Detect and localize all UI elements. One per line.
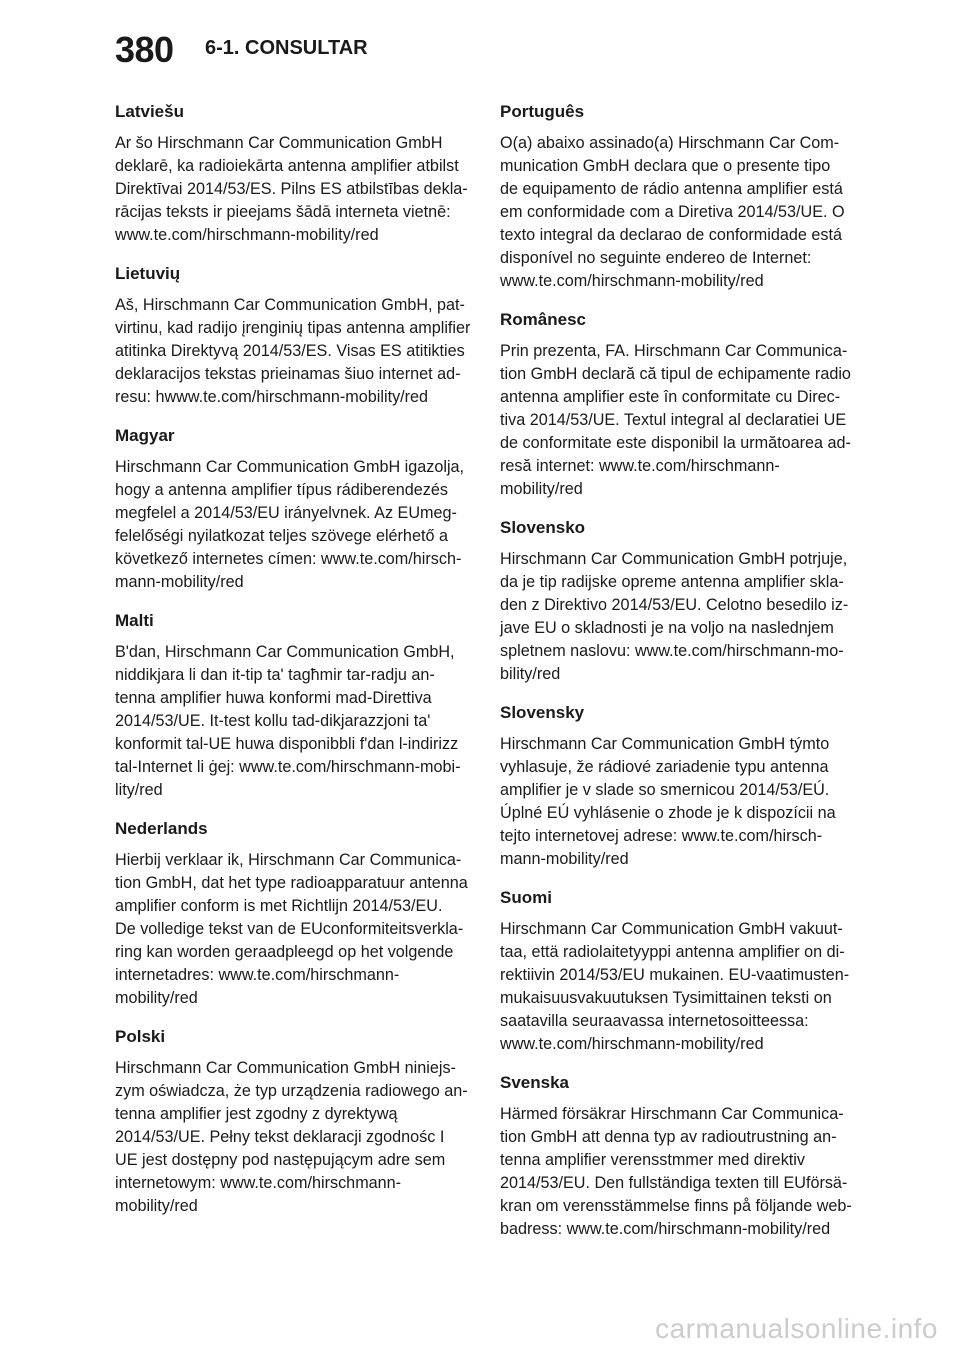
language-heading: Suomi: [500, 888, 552, 907]
text-line: De volledige tekst van de EUconformiteitsverkla-: [115, 920, 464, 938]
text-line: spletnem naslovu: www.te.com/hirschmann-mo-: [500, 642, 844, 660]
text-line: de equipamento de rádio antenna amplifier está: [500, 180, 843, 198]
text-line: Ar šo Hirschmann Car Communication GmbH: [115, 134, 443, 152]
text-line: mann-mobility/red: [500, 850, 629, 868]
text-line: texto integral da declarao de conformidade está: [500, 226, 842, 244]
text-line: www.te.com/hirschmann-mobility/red: [500, 272, 764, 290]
right-column: [500, 100, 850, 1256]
text-line: em conformidade com a Diretiva 2014/53/UE. O: [500, 203, 845, 221]
language-heading: Românesc: [500, 310, 586, 329]
declaration-block: [115, 424, 465, 594]
text-line: resu: hwww.te.com/hirschmann-mobility/red: [115, 388, 429, 406]
page-number: 380: [115, 29, 174, 70]
text-line: deklarē, ka radioiekārta antenna amplifier atbilst: [115, 157, 459, 175]
text-line: konformit tal-UE huwa disponibbli f'dan l-indirizz: [115, 735, 459, 753]
text-line: rācijas teksts ir pieejams šādā interneta vietnē:: [115, 203, 451, 221]
text-line: tenna amplifier huwa konformi mad-Direttiva: [115, 689, 432, 707]
declaration-block: [500, 308, 850, 501]
text-line: mobility/red: [115, 1197, 198, 1215]
declaration-block: [500, 1071, 850, 1241]
text-line: atitinka Direktyvą 2014/53/ES. Visas ES atitikties: [115, 342, 465, 360]
text-line: hogy a antenna amplifier típus rádiberendezés: [115, 481, 448, 499]
text-line: rektiivin 2014/53/EU mukainen. EU-vaatimusten-: [500, 966, 850, 984]
language-heading: Magyar: [115, 426, 175, 445]
left-column: [115, 100, 471, 1233]
text-line: Hirschmann Car Communication GmbH potrjuje,: [500, 550, 848, 568]
language-heading: Nederlands: [115, 819, 208, 838]
text-line: Prin prezenta, FA. Hirschmann Car Communica-: [500, 342, 848, 360]
text-line: ring kan worden geraadpleegd op het volgende: [115, 943, 454, 961]
language-heading: Malti: [115, 611, 154, 630]
text-line: www.te.com/hirschmann-mobility/red: [115, 226, 379, 244]
text-line: lity/red: [115, 781, 163, 799]
text-line: Härmed försäkrar Hirschmann Car Communica-: [500, 1105, 844, 1123]
declaration-text: [115, 456, 465, 594]
language-heading: Slovensky: [500, 703, 585, 722]
text-line: kran om verensstämmelse finns på följande web-: [500, 1197, 852, 1215]
text-line: internetowym: www.te.com/hirschmann-: [115, 1174, 402, 1192]
text-line: tenna amplifier jest zgodny z dyrektywą: [115, 1105, 398, 1123]
text-line: Hirschmann Car Communication GmbH týmto: [500, 735, 830, 753]
text-line: zym oświadcza, że typ urządzenia radiowego an-: [115, 1082, 468, 1100]
language-heading: Latviešu: [115, 102, 184, 121]
text-line: mobility/red: [500, 480, 583, 498]
text-line: da je tip radijske opreme antenna amplifier skla-: [500, 573, 844, 591]
text-line: den z Direktivo 2014/53/EU. Celotno besedilo iz-: [500, 596, 849, 614]
section-title: 6-1. CONSULTAR: [205, 37, 368, 59]
text-line: Direktīvai 2014/53/ES. Pilns ES atbilstības dekla-: [115, 180, 468, 198]
declaration-text: [115, 1057, 468, 1218]
text-line: mobility/red: [115, 989, 198, 1007]
page-header: [0, 0, 960, 70]
declaration-block: [500, 100, 850, 293]
text-line: vyhlasuje, že rádiové zariadenie typu antenna: [500, 758, 829, 776]
declaration-block: [115, 100, 468, 247]
declaration-text: [115, 132, 468, 247]
text-line: tenna amplifier verensstmmer med direktiv: [500, 1151, 805, 1169]
declaration-text: [500, 340, 850, 501]
text-line: internetadres: www.te.com/hirschmann-: [115, 966, 400, 984]
text-line: bility/red: [500, 665, 561, 683]
declaration-block: [500, 701, 850, 871]
declaration-text: [500, 548, 850, 686]
text-line: de conformitate este disponibil la următoarea ad-: [500, 434, 851, 452]
language-heading: Svenska: [500, 1073, 569, 1092]
text-line: niddikjara li dan it-tip ta' tagħmir tar-radju an-: [115, 666, 435, 684]
language-heading: Slovensko: [500, 518, 586, 537]
text-line: következő internetes címen: www.te.com/hirsch-: [115, 550, 462, 568]
text-line: disponível no seguinte endereo de Internet:: [500, 249, 812, 267]
text-line: O(a) abaixo assinado(a) Hirschmann Car Com-: [500, 134, 840, 152]
text-line: felelőségi nyilatkozat teljes szövege elérhető a: [115, 527, 448, 545]
text-line: Aš, Hirschmann Car Communication GmbH, pat-: [115, 296, 465, 314]
declaration-block: [115, 609, 465, 802]
text-line: tal-Internet li ġej: www.te.com/hirschmann-mobi-: [115, 758, 461, 776]
text-line: antenna amplifier este în conformitate cu Direc-: [500, 388, 841, 406]
declaration-text: [500, 1103, 850, 1241]
text-line: tion GmbH, dat het type radioapparatuur antenna: [115, 874, 468, 892]
text-line: tion GmbH att denna typ av radioutrustning an-: [500, 1128, 837, 1146]
language-heading: Polski: [115, 1027, 166, 1046]
declaration-block: [115, 817, 468, 1010]
text-line: Hirschmann Car Communication GmbH vakuut-: [500, 920, 843, 938]
text-line: taa, että radiolaitetyyppi antenna amplifier on di-: [500, 943, 845, 961]
text-line: munication GmbH declara que o presente tipo: [500, 157, 831, 175]
text-line: tion GmbH declară că tipul de echipamente radio: [500, 365, 851, 383]
text-line: B'dan, Hirschmann Car Communication GmbH,: [115, 643, 455, 661]
declaration-text: [115, 641, 465, 802]
text-line: Hirschmann Car Communication GmbH niniejs-: [115, 1059, 456, 1077]
text-line: amplifier je v slade so smernicou 2014/53/EÚ.: [500, 781, 830, 799]
text-line: www.te.com/hirschmann-mobility/red: [500, 1035, 764, 1053]
text-line: UE jest dostępny pod następującym adre sem: [115, 1151, 446, 1169]
declaration-text: [500, 132, 850, 293]
text-line: tiva 2014/53/UE. Textul integral al declaratiei UE: [500, 411, 847, 429]
text-line: saatavilla seuraavassa internetosoitteessa:: [500, 1012, 809, 1030]
text-line: megfelel a 2014/53/EU irányelvnek. Az EUmeg-: [115, 504, 457, 522]
text-line: virtinu, kad radijo įrenginių tipas antenna amplifier: [115, 319, 471, 337]
text-line: Hierbij verklaar ik, Hirschmann Car Communica-: [115, 851, 462, 869]
language-heading: Lietuvių: [115, 264, 181, 283]
declaration-block: [115, 1025, 468, 1218]
text-line: jave EU o skladnosti je na voljo na naslednjem: [500, 619, 834, 637]
text-line: mukaisuusvakuutuksen Tysimittainen teksti on: [500, 989, 832, 1007]
declaration-block: [500, 516, 850, 686]
text-line: deklaracijos tekstas prieinamas šiuo internet ad-: [115, 365, 461, 383]
text-line: amplifier conform is met Richtlijn 2014/53/EU.: [115, 897, 443, 915]
declaration-text: [115, 294, 471, 409]
text-line: mann-mobility/red: [115, 573, 244, 591]
declaration-block: [500, 886, 850, 1056]
declaration-block: [115, 262, 471, 409]
declaration-text: [115, 849, 468, 1010]
text-line: resă internet: www.te.com/hirschmann-: [500, 457, 780, 475]
declaration-text: [500, 733, 850, 871]
declaration-text: [500, 918, 850, 1056]
watermark: carmanualsonline.info: [655, 1313, 938, 1344]
text-line: 2014/53/UE. Pełny tekst deklaracji zgodnośc I: [115, 1128, 445, 1146]
text-line: Hirschmann Car Communication GmbH igazolja,: [115, 458, 465, 476]
text-line: tejto internetovej adrese: www.te.com/hirsch-: [500, 827, 823, 845]
text-line: 2014/53/UE. It-test kollu tad-dikjarazzjoni ta': [115, 712, 431, 730]
language-heading: Português: [500, 102, 585, 121]
text-line: 2014/53/EU. Den fullständiga texten till EUförsä-: [500, 1174, 848, 1192]
text-line: Úplné EÚ vyhlásenie o zhode je k dispozícii na: [500, 804, 836, 822]
text-line: badress: www.te.com/hirschmann-mobility/red: [500, 1220, 831, 1238]
